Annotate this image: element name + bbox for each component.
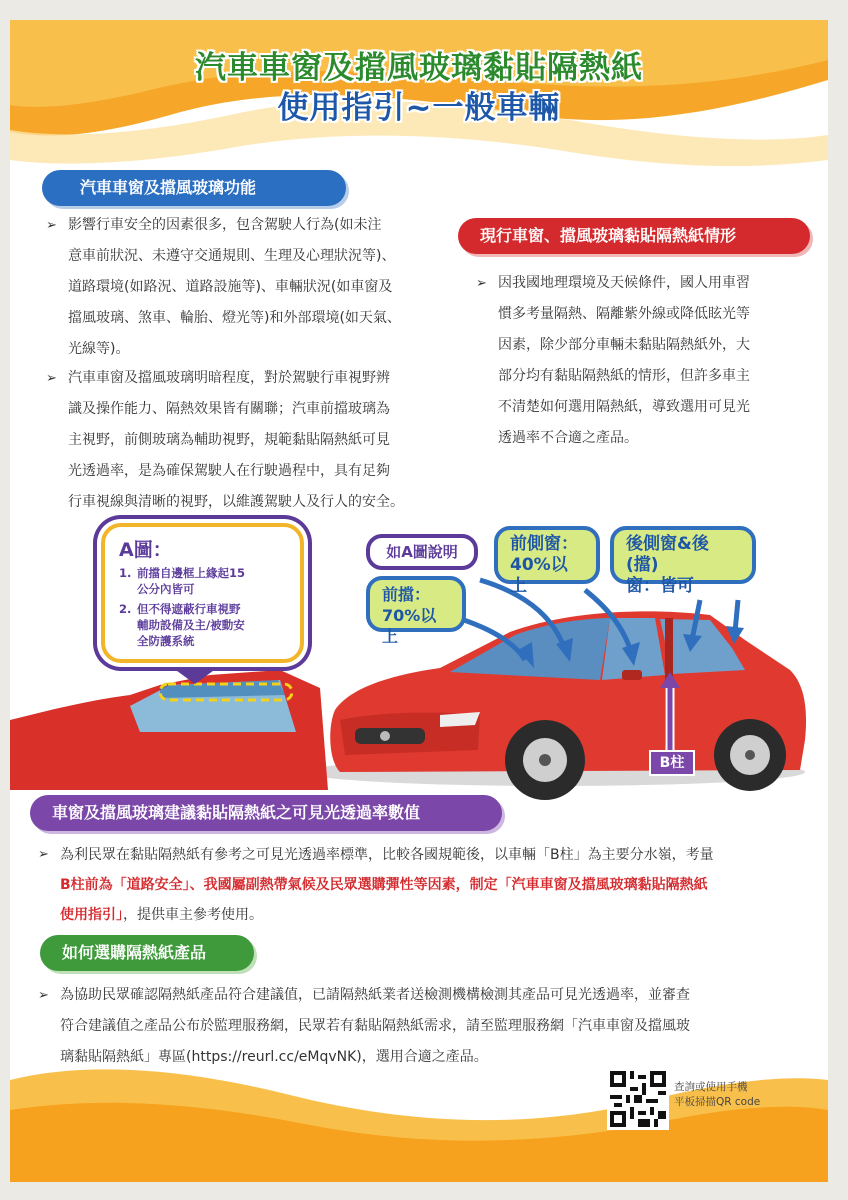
text-line: 影響行車安全的因素很多，包含駕駛人行為(如未注 [68,217,382,233]
text-line: 璃黏貼隔熱紙」專區(https://reurl.cc/eMqvNK)，選用合適之產品。 [60,1049,488,1065]
front-windshield-callout [366,576,466,646]
arrow-bullet-icon: ➢ [476,276,487,291]
text-line: 為利民眾在黏貼隔熱紙有參考之可見光透過率標準，比較各國規範後，以車輛「B柱」為主要分水嶺，考量 [60,847,714,863]
a-graph-item-2 [119,601,245,649]
text-line: 符合建議值之產品公布於監理服務網，民眾若有黏貼隔熱紙需求，請至監理服務網「汽車車窗及擋風玻 [60,1018,690,1034]
a-graph-callout [101,523,304,663]
text-line: 行車視線與清晰的視野，以維護駕駛人及行人的安全。 [68,494,404,510]
text-line: 因素，除少部分車輛未黏貼隔熱紙外，大 [498,337,750,353]
text-line: 輔助設備及主/被動安 [137,618,245,632]
text-line: 因我國地理環境及天候條件，國人用車習 [498,275,750,291]
text-line: 不清楚如何選用隔熱紙，導致選用可見光 [498,399,750,415]
text-line: 前擋自邊框上緣起15 [137,566,246,580]
arrow-bullet-icon: ➢ [38,847,49,862]
b-pillar-label: B柱 [649,750,695,776]
arrow-bullet-icon: ➢ [38,988,49,1003]
section-heading-transmittance: 車窗及擋風玻璃建議黏貼隔熱紙之可見光透過率數值 [30,795,502,831]
text-line: 為協助民眾確認隔熱紙產品符合建議值，已請隔熱紙業者送檢測機構檢測其產品可見光透過率，並審查 [60,987,690,1003]
poster-page [10,20,828,1182]
callout-value: 窗：皆可 [626,576,694,596]
text-line: 但不得遮蔽行車視野 [137,602,241,616]
callout-value: 40%以上 [510,555,568,596]
qr-caption-line: 查詢或使用手機 [674,1081,748,1093]
text-line: 汽車車窗及擋風玻璃明暗程度，對於駕駛行車視野辨 [68,370,390,386]
text-line: 全防護系統 [137,634,195,648]
text-line: 光透過率，是為確保駕駛人在行駛過程中，具有足夠 [68,463,390,479]
callout-label: 前擋： [382,585,431,604]
section-heading-functions: 汽車車窗及擋風玻璃功能 [42,170,346,206]
section-heading-how-to-buy: 如何選購隔熱紙產品 [40,935,254,971]
title-line-1: 汽車車窗及擋風玻璃黏貼隔熱紙 [195,50,643,86]
item-number: 1. [119,566,132,580]
front-side-window-callout [494,526,600,596]
text-line: 慣多考量隔熱、隔離紫外線或降低眩光等 [498,306,750,322]
text-line: 主視野，前側玻璃為輔助視野，規範黏貼隔熱紙可見 [68,432,390,448]
section-heading-current-status: 現行車窗、擋風玻璃黏貼隔熱紙情形 [458,218,810,254]
text-line-highlight: B柱前為「道路安全」、我國屬副熱帶氣候及民眾選購彈性等因素，制定「汽車車窗及擋風玻璃黏貼隔熱紙 [60,877,708,893]
qr-caption [674,1080,760,1110]
callout-label: 前側窗： [510,534,578,554]
title-line-2: 使用指引~一般車輛 [277,90,561,126]
section3-bullet [38,840,820,930]
callout-value: 70%以上 [382,606,437,646]
side-mirror [622,670,642,680]
rear-window-callout [610,526,756,596]
text-line: 部分均有黏貼隔熱紙的情形，但許多車主 [498,368,750,384]
a-graph-title: A圖： [119,539,172,561]
text-line: 識及操作能力、隔熱效果皆有關聯；汽車前擋玻璃為 [68,401,390,417]
text-highlight: 使用指引」 [60,907,123,923]
text-line: 透過率不合適之產品。 [498,430,638,446]
a-graph-item-1 [119,565,245,597]
arrow-bullet-icon: ➢ [46,218,57,233]
qr-code-icon [610,1071,666,1127]
text-line: 道路環境(如路況、道路設施等)、車輛狀況(如車窗及 [68,279,393,295]
section4-bullet [38,980,820,1073]
qr-code[interactable] [607,1068,669,1130]
text-line: 光線等)。 [68,341,130,357]
as-a-graph-label: 如A圖說明 [366,534,478,570]
text-line: 公分內皆可 [137,582,195,596]
text-line: 意車前狀況、未遵守交通規則、生理及心理狀況等)、 [68,248,396,264]
item-number: 2. [119,602,132,616]
arrow-bullet-icon: ➢ [46,371,57,386]
qr-caption-line: 平板掃描QR code [674,1096,761,1108]
callout-label: 後側窗&後(擋) [626,534,709,575]
text-line: 擋風玻璃、煞車、輪胎、燈光等)和外部環境(如天氣、 [68,310,401,326]
text-line: ，提供車主參考使用。 [123,907,263,923]
